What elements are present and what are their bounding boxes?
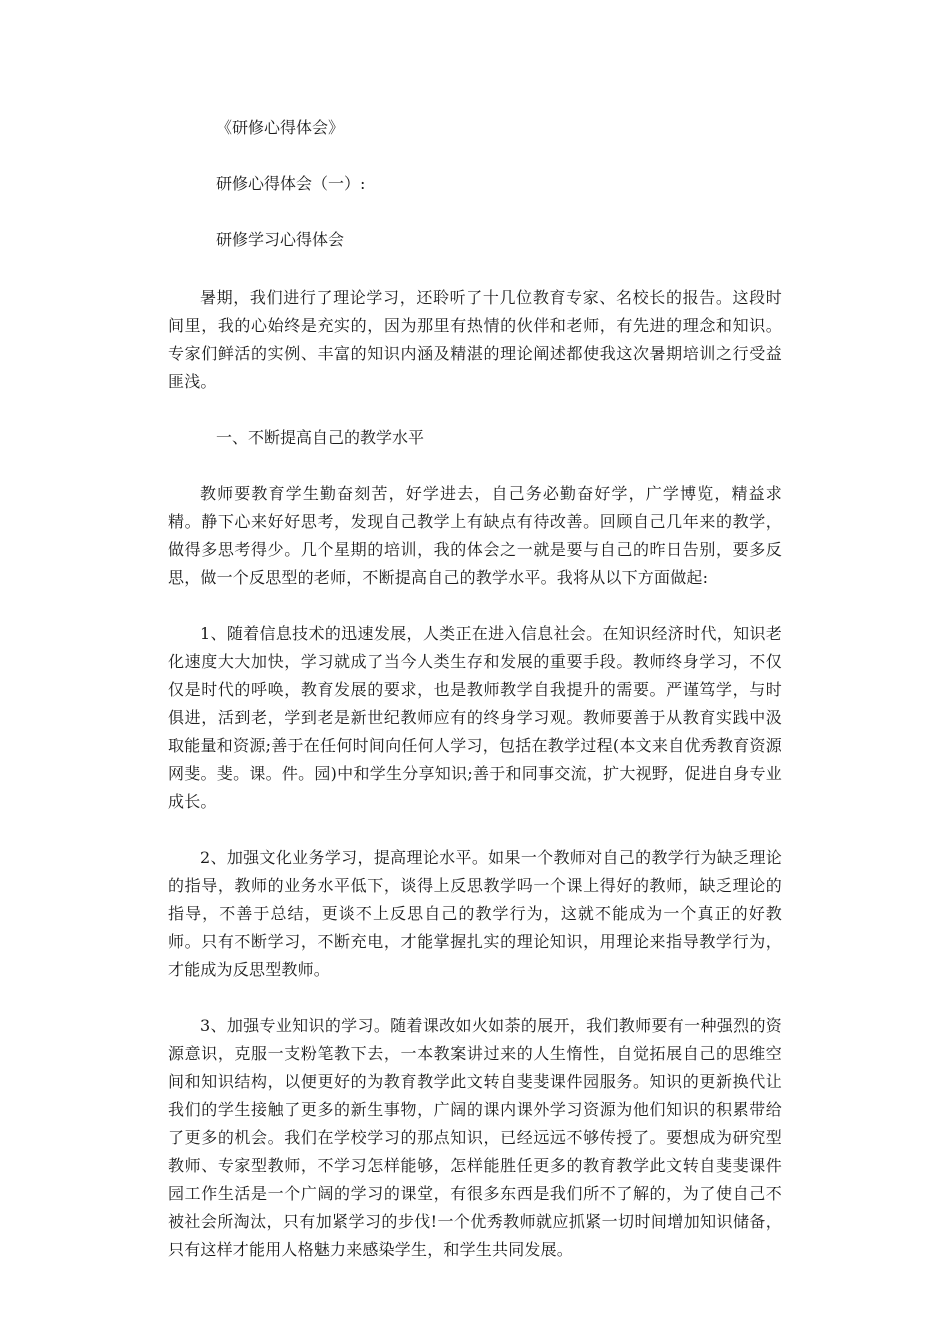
document-title: 《研修心得体会》 xyxy=(216,118,345,137)
paragraph-point-2: 2、加强文化业务学习，提高理论水平。如果一个教师对自己的教学行为缺乏理论的指导，教师的业务水平低下，谈得上反思教学吗一个课上得好的教师，缺乏理论的指导，不善于总结，更谈不上反思自己的教学行为，这就不能成为一个真正的好教师。只有不断学习，不断充电，才能掌握扎实的理论知识，用理论来指导教学行为，才能成为反思型教师。 xyxy=(168,848,782,979)
paragraph-section-1: 教师要教育学生勤奋刻苦，好学进去，自己务必勤奋好学，广学博览，精益求精。静下心来好好思考，发现自己教学上有缺点有待改善。回顾自己几年来的教学，做得多思考得少。几个星期的培训，我的体会之一就是要与自己的昨日告别，要多反思，做一个反思型的老师，不断提高自己的教学水平。我将从以下方面做起: xyxy=(168,484,782,587)
paragraph-point-1: 1、随着信息技术的迅速发展，人类正在进入信息社会。在知识经济时代，知识老化速度大大加快，学习就成了当今人类生存和发展的重要手段。教师终身学习，不仅仅是时代的呼唤，教育发展的要求，也是教师教学自我提升的需要。严谨笃学，与时俱进，活到老，学到老是新世纪教师应有的终身学习观。教师要善于从教育实践中汲取能量和资源;善于在任何时间向任何人学习，包括在教学过程(本文来自优秀教育资源网斐。斐。课。件。园)中和学生分享知识;善于和同事交流，扩大视野，促进自身专业成长。 xyxy=(168,624,782,811)
paragraph-point-3: 3、加强专业知识的学习。随着课改如火如荼的展开，我们教师要有一种强烈的资源意识，克服一支粉笔教下去，一本教案讲过来的人生惰性，自觉拓展自己的思维空间和知识结构，以便更好的为教育教学此文转自斐斐课件园服务。知识的更新换代让我们的学生接触了更多的新生事物，广阔的课内课外学习资源为他们知识的积累带给了更多的机会。我们在学校学习的那点知识，已经远远不够传授了。要想成为研究型教师、专家型教师，不学习怎样能够，怎样能胜任更多的教育教学此文转自斐斐课件园工作生活是一个广阔的学习的课堂，有很多东西是我们所不了解的，为了使自己不被社会所淘汰，只有加紧学习的步伐!一个优秀教师就应抓紧一切时间增加知识储备，只有这样才能用人格魅力来感染学生，和学生共同发展。 xyxy=(168,1016,782,1259)
paragraph-intro: 暑期，我们进行了理论学习，还聆听了十几位教育专家、名校长的报告。这段时间里，我的心始终是充实的，因为那里有热情的伙伴和老师，有先进的理念和知识。专家们鲜活的实例、丰富的知识内涵及精湛的理论阐述都使我这次暑期培训之行受益匪浅。 xyxy=(168,288,782,391)
document-subtitle: 研修心得体会（一）: xyxy=(216,174,366,193)
document-heading: 研修学习心得体会 xyxy=(216,230,345,249)
section-heading-1: 一、不断提高自己的教学水平 xyxy=(216,428,425,447)
document-body xyxy=(168,114,782,1264)
